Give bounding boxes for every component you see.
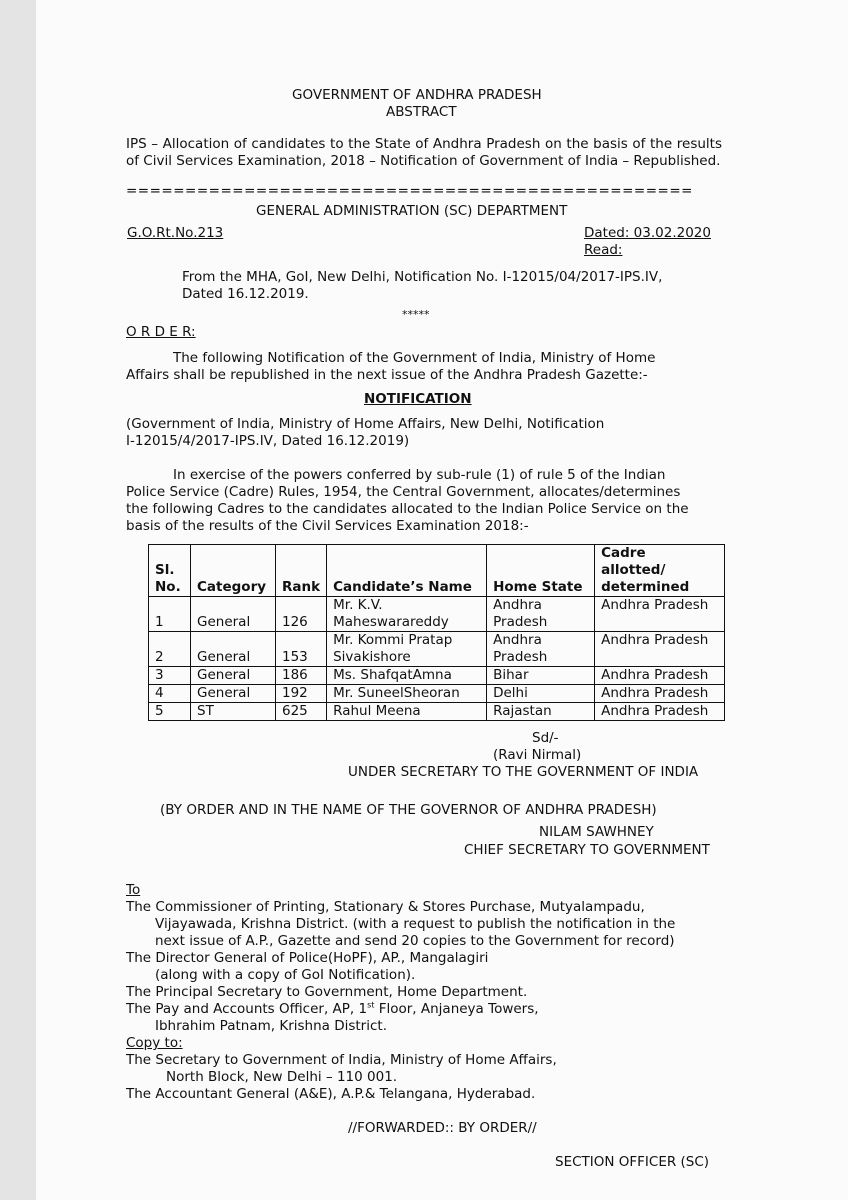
copy-1-line-2: North Block, New Delhi – 110 001. [166,1069,398,1085]
copy-2: The Accountant General (A&E), A.P.& Telangana, Hyderabad. [126,1086,536,1102]
cell-category: General [191,597,276,632]
table-row [149,632,725,667]
by-order-line: (BY ORDER AND IN THE NAME OF THE GOVERNOR OF ANDHRA PRADESH) [160,802,657,818]
signature-name: (Ravi Nirmal) [493,747,582,763]
cell-category: General [191,685,276,703]
abstract-text: IPS – Allocation of candidates to the State of Andhra Pradesh on the basis of the results of Civil Services Examination, 2018 – Notification of Government of India – Republished. [126,136,722,169]
header-government: GOVERNMENT OF ANDHRA PRADESH [292,87,542,103]
header-category: Category [191,545,276,597]
header-cadre: Cadre allotted/ determined [595,545,725,597]
cell-state: Andhra Pradesh [487,597,595,632]
copy-to-label: Copy to: [126,1035,183,1051]
exercise-line-2: Police Service (Cadre) Rules, 1954, the Central Government, allocates/determines [126,484,681,500]
table-header-row [149,545,725,597]
cell-rank: 126 [276,597,327,632]
reference-line-1: From the MHA, GoI, New Delhi, Notification No. I-12015/04/2017-IPS.IV, [182,269,663,285]
department-title: GENERAL ADMINISTRATION (SC) DEPARTMENT [256,203,568,219]
copy-1-line-1: The Secretary to Government of India, Ministry of Home Affairs, [126,1052,557,1068]
header-candidate-name: Candidate’s Name [327,545,487,597]
order-text-line-1: The following Notification of the Government of India, Ministry of Home [173,350,656,366]
cell-name: Mr. SuneelSheoran [327,685,487,703]
cell-rank: 192 [276,685,327,703]
cell-cadre: Andhra Pradesh [595,667,725,685]
recipient-4-line-2: Ibhrahim Patnam, Krishna District. [155,1018,387,1034]
page-left-edge [0,0,36,1200]
notification-ref-line-2: I-12015/4/2017-IPS.IV, Dated 16.12.2019) [126,433,410,449]
signature-sd: Sd/- [532,730,559,746]
recipient-1-line-2: Vijayawada, Krishna District. (with a request to publish the notification in the [155,916,676,932]
cell-state: Rajastan [487,703,595,721]
cell-sl: 5 [149,703,191,721]
forwarded-line: //FORWARDED:: BY ORDER// [348,1120,537,1136]
order-label: O R D E R: [126,324,196,340]
table-row [149,667,725,685]
notification-title: NOTIFICATION [364,391,472,407]
table-row [149,703,725,721]
go-number: G.O.Rt.No.213 [127,225,224,241]
cell-category: General [191,632,276,667]
read-label: Read: [584,242,623,258]
table-row [149,597,725,632]
cell-name: Ms. ShafqatAmna [327,667,487,685]
header-abstract: ABSTRACT [386,104,457,120]
separator-line: ================================================ [126,183,693,199]
cell-name: Mr. Kommi Pratap Sivakishore [327,632,487,667]
table-row [149,685,725,703]
recipient-4-line-1: The Pay and Accounts Officer, AP, 1st Floor, Anjaneya Towers, [126,1000,539,1017]
cell-category: General [191,667,276,685]
chief-secretary-designation: CHIEF SECRETARY TO GOVERNMENT [464,842,710,858]
cell-name: Mr. K.V. Maheswarareddy [327,597,487,632]
recipient-2-line-2: (along with a copy of GoI Notification). [155,967,416,983]
cell-name: Rahul Meena [327,703,487,721]
exercise-line-4: basis of the results of the Civil Services Examination 2018:- [126,518,529,534]
header-rank: Rank [276,545,327,597]
separator-stars: ***** [402,308,430,321]
reference-line-2: Dated 16.12.2019. [182,286,309,302]
recipient-3: The Principal Secretary to Government, Home Department. [126,984,528,1000]
recipient-1-line-1: The Commissioner of Printing, Stationary & Stores Purchase, Mutyalampadu, [126,899,645,915]
signature-designation: UNDER SECRETARY TO THE GOVERNMENT OF INDIA [348,764,699,780]
to-label: To [126,882,141,898]
notification-ref-line-1: (Government of India, Ministry of Home Affairs, New Delhi, Notification [126,416,605,432]
header-sl: Sl. No. [149,545,191,597]
cell-cadre: Andhra Pradesh [595,632,725,667]
exercise-line-1: In exercise of the powers conferred by sub-rule (1) of rule 5 of the Indian [173,467,666,483]
cadre-allocation-table [148,544,725,721]
cell-category: ST [191,703,276,721]
cell-state: Andhra Pradesh [487,632,595,667]
cell-sl: 4 [149,685,191,703]
cell-sl: 1 [149,597,191,632]
cell-cadre: Andhra Pradesh [595,597,725,632]
header-home-state: Home State [487,545,595,597]
order-text-line-2: Affairs shall be republished in the next issue of the Andhra Pradesh Gazette:- [126,367,648,383]
cell-rank: 153 [276,632,327,667]
chief-secretary-name: NILAM SAWHNEY [539,824,654,840]
cell-state: Delhi [487,685,595,703]
section-officer: SECTION OFFICER (SC) [555,1154,710,1170]
recipient-1-line-3: next issue of A.P., Gazette and send 20 copies to the Government for record) [155,933,675,949]
go-date: Dated: 03.02.2020 [584,225,711,241]
exercise-line-3: the following Cadres to the candidates allocated to the Indian Police Service on the [126,501,689,517]
cell-state: Bihar [487,667,595,685]
cell-sl: 3 [149,667,191,685]
cell-rank: 625 [276,703,327,721]
cell-cadre: Andhra Pradesh [595,703,725,721]
cell-sl: 2 [149,632,191,667]
cell-rank: 186 [276,667,327,685]
cell-cadre: Andhra Pradesh [595,685,725,703]
recipient-2-line-1: The Director General of Police(HoPF), AP., Mangalagiri [126,950,489,966]
